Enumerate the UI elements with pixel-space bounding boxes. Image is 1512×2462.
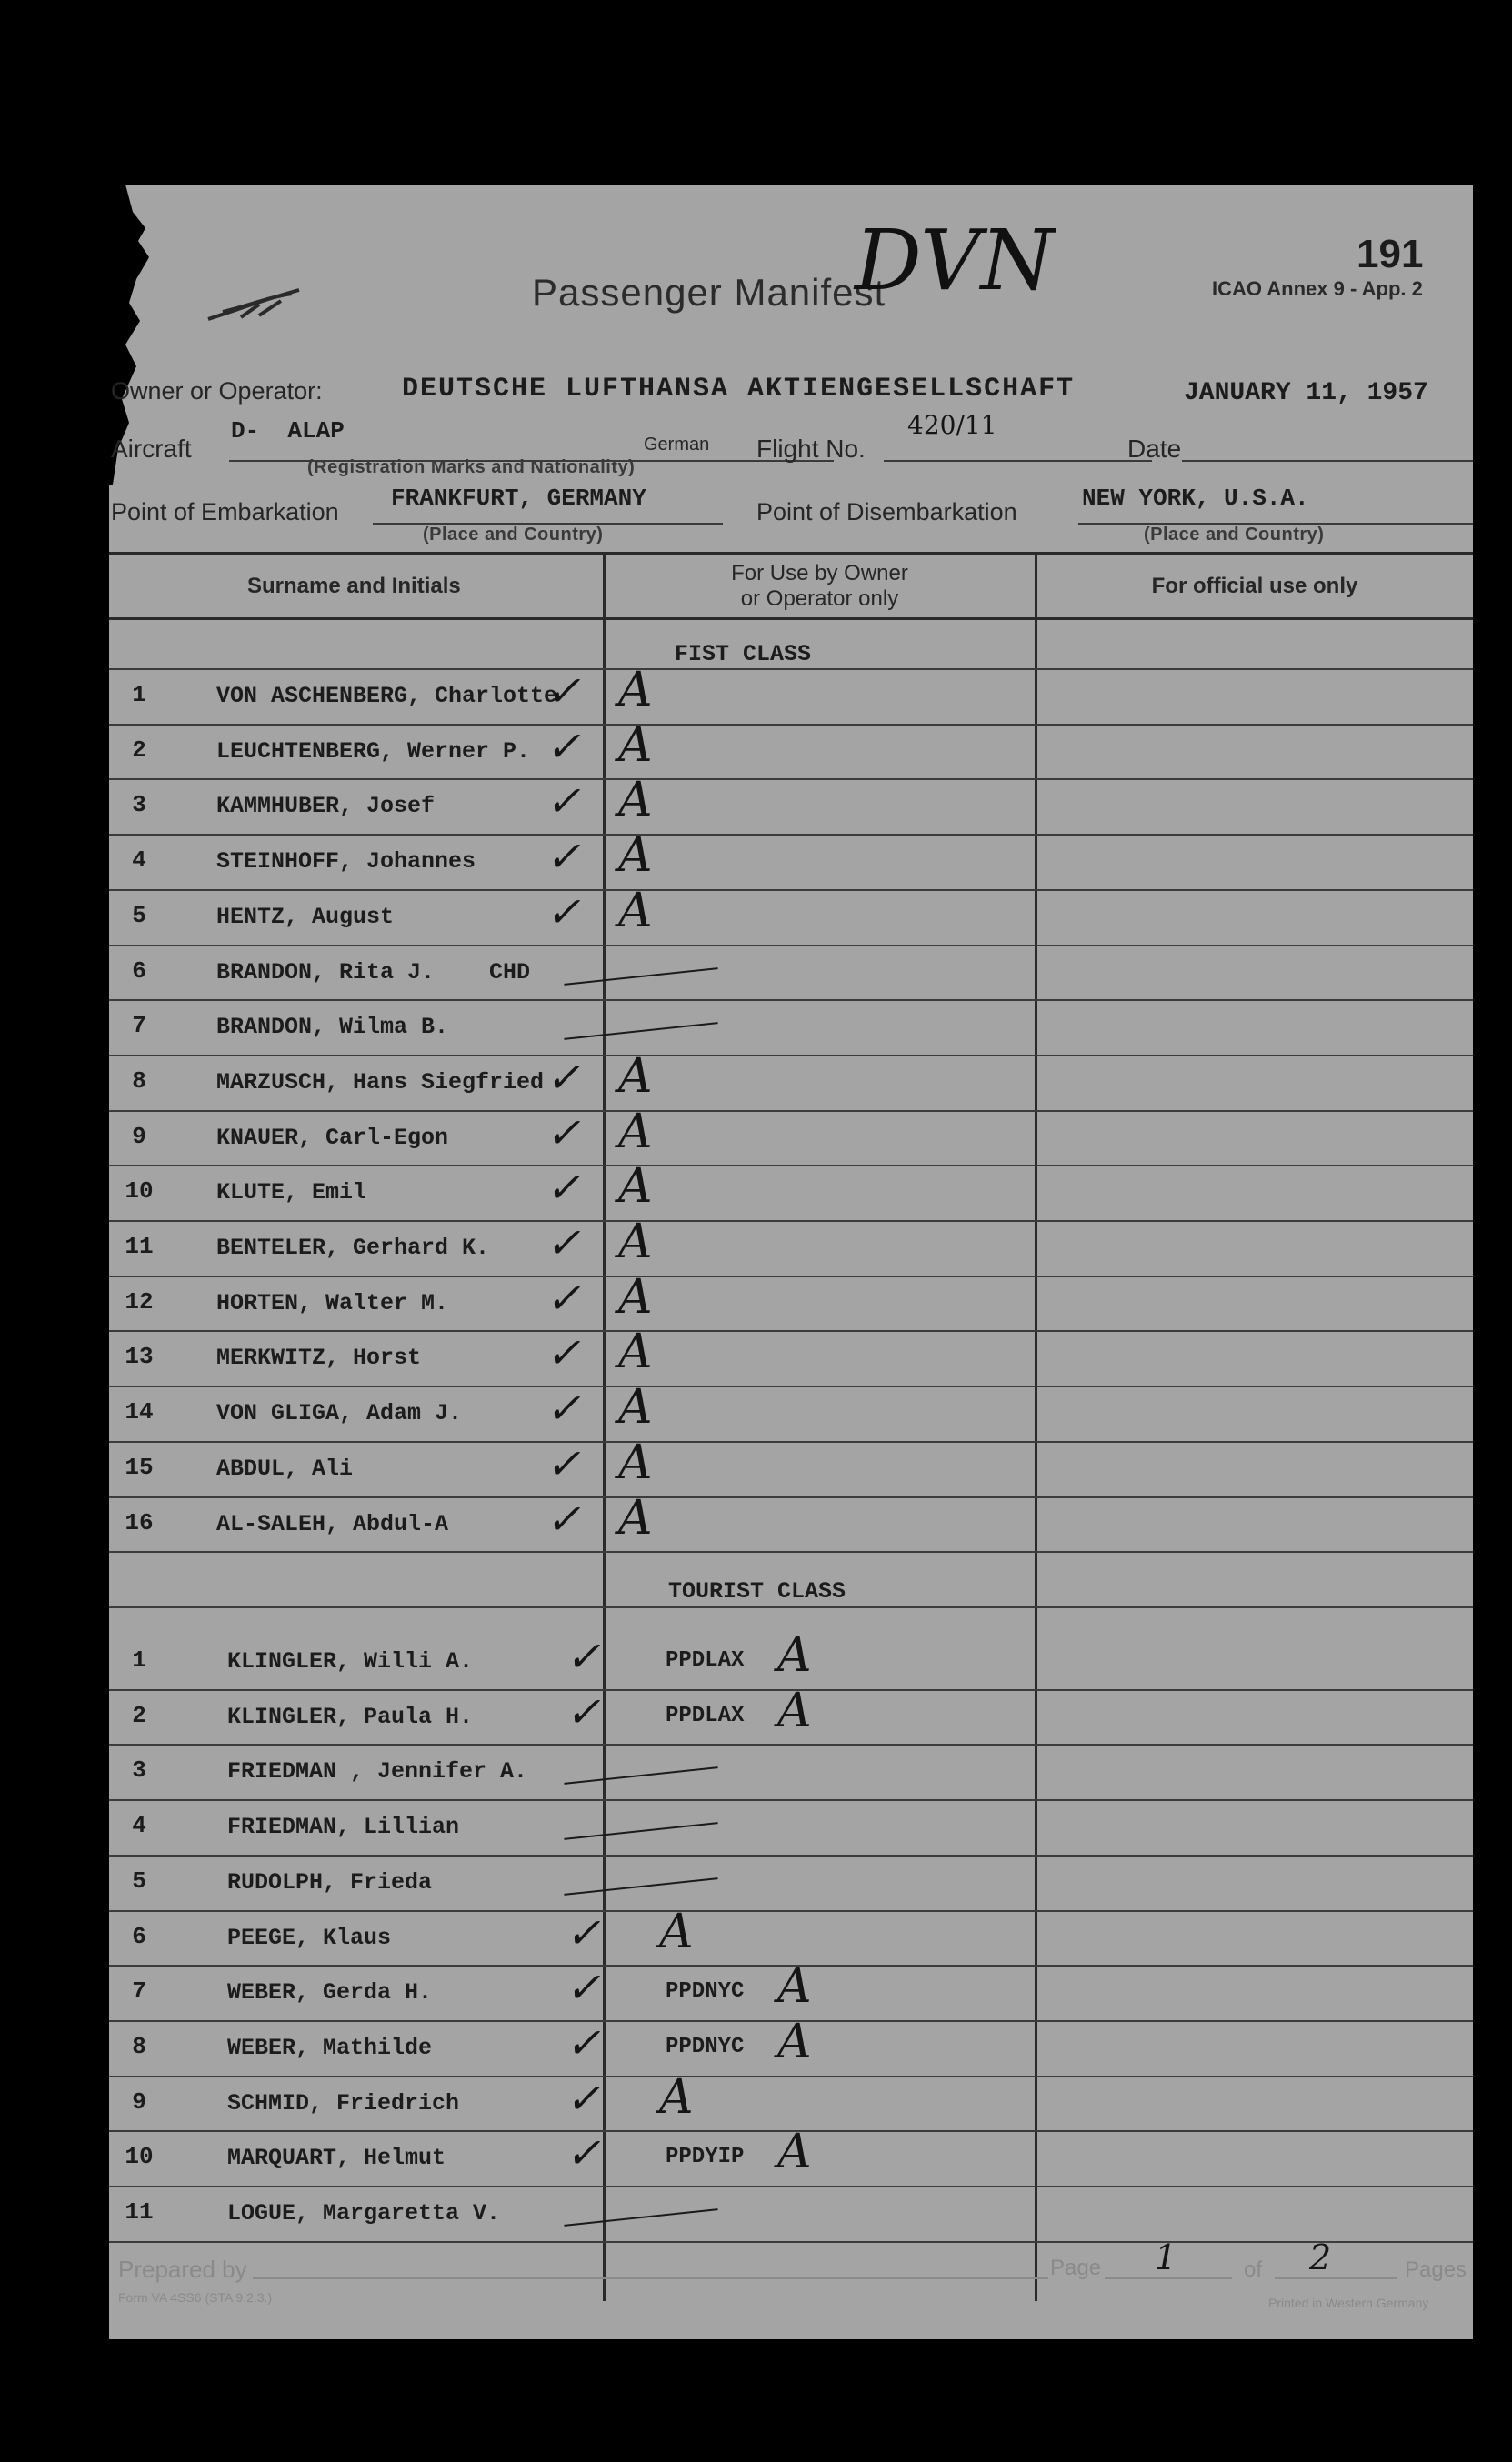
row-rule (109, 1441, 1473, 1443)
handwritten-a-mark: A (618, 663, 653, 717)
page-total-underline (1275, 2277, 1397, 2279)
row-number: 4 (132, 846, 146, 875)
row-rule (109, 889, 1473, 891)
row-rule (109, 1110, 1473, 1112)
row-number: 2 (132, 736, 146, 764)
row-rule (109, 1496, 1473, 1498)
row-number: 15 (125, 1453, 154, 1481)
passenger-name: KNAUER, Carl-Egon (216, 1124, 449, 1151)
class-header-rule (109, 668, 1473, 670)
owner-value: DEUTSCHE LUFTHANSA AKTIENGESELLSCHAFT (402, 374, 1076, 405)
row-number: 1 (132, 681, 146, 708)
passenger-name: KLINGLER, Willi A. (227, 1648, 474, 1675)
passenger-name: WEBER, Gerda H. (227, 1979, 433, 2007)
passenger-name: MARQUART, Helmut (227, 2145, 446, 2172)
row-rule (109, 724, 1473, 726)
passenger-name: BRANDON, Wilma B. (216, 1014, 449, 1041)
handwritten-stroke (564, 1022, 717, 1040)
row-number: 3 (132, 1756, 146, 1785)
handwritten-check-icon: ✓ (566, 1632, 601, 1681)
routing-code: PPDNYC (666, 2034, 745, 2059)
column-divider-2 (1035, 552, 1037, 2301)
handwritten-a-mark: A (618, 1215, 653, 1269)
row-number: 16 (125, 1508, 154, 1536)
owner-label: Owner or Operator: (111, 377, 323, 405)
page-label: Page (1050, 2256, 1102, 2280)
row-number: 9 (132, 2087, 146, 2116)
handwritten-a-mark: A (618, 1435, 653, 1490)
passenger-name: LOGUE, Margaretta V. (227, 2200, 501, 2227)
printed-in: Printed in Western Germany (1268, 2296, 1429, 2310)
handwritten-a-mark: A (618, 1490, 653, 1546)
handwritten-a-mark: A (777, 2014, 812, 2069)
handwritten-initials: DVN (855, 212, 1055, 309)
row-rule (109, 1276, 1473, 1277)
handwritten-a-mark: A (618, 1269, 653, 1325)
row-number: 3 (132, 791, 146, 819)
row-number: 13 (125, 1343, 154, 1371)
passenger-name: MERKWITZ, Horst (216, 1345, 422, 1372)
manifest-title: Passenger Manifest (532, 271, 886, 314)
lufthansa-crane-logo (205, 285, 305, 330)
handwritten-stroke (564, 1877, 717, 1896)
tourist-header-rule (109, 1606, 1473, 1608)
disembarkation-label: Point of Disembarkation (756, 498, 1017, 525)
handwritten-check-icon: ✓ (566, 1907, 601, 1957)
prepared-by-underline (253, 2277, 1048, 2279)
page-total: 2 (1309, 2237, 1332, 2277)
handwritten-check-icon: ✓ (566, 1686, 601, 1736)
pages-label: Pages (1405, 2257, 1467, 2282)
passenger-name: SCHMID, Friedrich (227, 2089, 460, 2117)
row-number: 10 (125, 1177, 154, 1206)
embarkation-value: FRANKFURT, GERMANY (391, 485, 646, 512)
owner-use-header-line1: For Use by Owner (731, 561, 908, 585)
row-number: 7 (132, 1977, 146, 2006)
aircraft-caption: (Registration Marks and Nationality) (307, 457, 636, 477)
passenger-name: AL-SALEH, Abdul-A (216, 1510, 449, 1537)
handwritten-check-icon: ✓ (546, 666, 581, 716)
handwritten-check-icon: ✓ (546, 1384, 581, 1434)
embarkation-label: Point of Embarkation (111, 498, 339, 525)
row-number: 2 (132, 1701, 146, 1729)
owner-use-header-line2: or Operator only (740, 586, 899, 611)
handwritten-a-mark: A (618, 773, 653, 828)
row-number: 14 (125, 1398, 154, 1426)
row-number: 10 (125, 2143, 154, 2171)
handwritten-a-mark: A (777, 1959, 812, 2015)
passenger-name: HORTEN, Walter M. (216, 1289, 449, 1316)
date-underline (1182, 460, 1473, 462)
page-number-stamp: 191 (1357, 232, 1424, 276)
handwritten-check-icon: ✓ (546, 1438, 581, 1488)
handwritten-stroke (564, 1822, 717, 1840)
handwritten-check-icon: ✓ (546, 1494, 581, 1544)
handwritten-check-icon: ✓ (546, 1107, 581, 1157)
passenger-name: ABDUL, Ali (216, 1455, 354, 1482)
row-rule (109, 945, 1473, 946)
column-divider-1 (603, 552, 606, 2301)
row-rule (109, 834, 1473, 836)
routing-code: PPDLAX (666, 1703, 745, 1728)
page-current-underline (1105, 2277, 1232, 2279)
official-use-header: For official use only (1151, 574, 1358, 598)
first-class-label: FIST CLASS (675, 641, 812, 667)
handwritten-check-icon: ✓ (566, 1963, 601, 2013)
handwritten-check-icon: ✓ (546, 886, 581, 936)
page-current: 1 (1155, 2237, 1177, 2277)
disembarkation-caption: (Place and Country) (1144, 525, 1325, 545)
passenger-name: KLINGLER, Paula H. (227, 1703, 474, 1730)
handwritten-a-mark: A (618, 1048, 653, 1104)
handwritten-stroke (564, 2208, 717, 2227)
handwritten-a-mark: A (777, 1628, 812, 1683)
row-number: 5 (132, 901, 146, 929)
row-number: 9 (132, 1122, 146, 1150)
row-number: 6 (132, 1922, 146, 1950)
row-rule (109, 1220, 1473, 1222)
handwritten-check-icon: ✓ (546, 832, 581, 882)
passenger-name: BENTELER, Gerhard K. (216, 1235, 490, 1261)
passenger-name: FRIEDMAN , Jennifer A. (227, 1758, 528, 1786)
flight-label: Flight No. (756, 435, 866, 463)
passenger-name: PEEGE, Klaus (227, 1924, 392, 1951)
row-rule (109, 1551, 1473, 1553)
row-number: 1 (132, 1646, 146, 1674)
row-rule (109, 778, 1473, 780)
passenger-name: BRANDON, Rita J. CHD (216, 958, 531, 986)
handwritten-check-icon: ✓ (546, 1218, 581, 1267)
row-rule (109, 1330, 1473, 1332)
passenger-name: LEUCHTENBERG, Werner P. (216, 737, 531, 765)
form-reference: Form VA 4SS6 (STA 9.2.3.) (118, 2290, 273, 2305)
flight-underline (884, 460, 1152, 462)
handwritten-check-icon: ✓ (546, 721, 581, 771)
typed-date: JANUARY 11, 1957 (1184, 379, 1428, 407)
passenger-name: STEINHOFF, Johannes (216, 848, 476, 876)
row-number: 6 (132, 956, 146, 985)
passenger-name: HENTZ, August (216, 903, 395, 930)
passenger-name: FRIEDMAN, Lillian (227, 1814, 460, 1841)
row-number: 8 (132, 2032, 146, 2060)
handwritten-check-icon: ✓ (546, 1163, 581, 1213)
row-number: 11 (125, 2198, 154, 2226)
row-rule (109, 1055, 1473, 1056)
row-rule (109, 2076, 1473, 2077)
handwritten-stroke (564, 1767, 717, 1786)
row-number: 7 (132, 1012, 146, 1040)
handwritten-a-mark: A (618, 883, 653, 938)
row-rule (109, 999, 1473, 1001)
aircraft-nationality: German (644, 435, 710, 455)
handwritten-a-mark: A (659, 1904, 694, 1959)
row-rule (109, 1910, 1473, 1912)
handwritten-a-mark: A (618, 1325, 653, 1380)
row-rule (109, 1855, 1473, 1857)
row-number: 12 (125, 1287, 154, 1316)
handwritten-a-mark: A (618, 1159, 653, 1215)
passenger-name: VON GLIGA, Adam J. (216, 1400, 463, 1427)
passenger-name: KLUTE, Emil (216, 1179, 367, 1206)
handwritten-check-icon: ✓ (546, 1273, 581, 1323)
row-rule (109, 1799, 1473, 1801)
passenger-name: MARZUSCH, Hans Siegfried (216, 1068, 545, 1096)
row-rule (109, 1386, 1473, 1387)
manifest-sheet (109, 185, 1473, 2339)
table-top-border (109, 552, 1473, 555)
tourist-class-label: TOURIST CLASS (668, 1578, 846, 1605)
of-label: of (1244, 2257, 1263, 2282)
handwritten-check-icon: ✓ (566, 2073, 601, 2123)
handwritten-a-mark: A (777, 2125, 812, 2180)
row-number: 8 (132, 1066, 146, 1095)
row-number: 5 (132, 1867, 146, 1895)
passenger-name: KAMMHUBER, Josef (216, 793, 436, 820)
handwritten-a-mark: A (659, 2069, 694, 2125)
surname-column-header: Surname and Initials (247, 574, 461, 598)
aircraft-label: Aircraft (111, 435, 192, 463)
passenger-name: WEBER, Mathilde (227, 2034, 433, 2061)
row-rule (109, 1744, 1473, 1746)
flight-number: 420/11 (907, 410, 997, 440)
date-label: Date (1127, 435, 1182, 463)
aircraft-registration: D- ALAP (231, 417, 345, 445)
table-header-border (109, 617, 1473, 620)
passenger-name: RUDOLPH, Frieda (227, 1868, 433, 1896)
passenger-name: VON ASCHENBERG, Charlotte (216, 683, 558, 709)
handwritten-check-icon: ✓ (546, 1052, 581, 1102)
handwritten-stroke (564, 967, 717, 986)
row-number: 4 (132, 1812, 146, 1840)
handwritten-check-icon: ✓ (546, 776, 581, 826)
icao-reference: ICAO Annex 9 - App. 2 (1212, 277, 1423, 300)
routing-code: PPDNYC (666, 1979, 745, 2005)
routing-code: PPDYIP (666, 2145, 745, 2170)
handwritten-check-icon: ✓ (566, 2017, 601, 2067)
disembarkation-value: NEW YORK, U.S.A. (1082, 485, 1309, 512)
row-number: 11 (125, 1233, 154, 1260)
handwritten-a-mark: A (777, 1683, 812, 1738)
routing-code: PPDLAX (666, 1648, 745, 1673)
handwritten-a-mark: A (618, 1104, 653, 1159)
handwritten-check-icon: ✓ (566, 2128, 601, 2178)
embarkation-caption: (Place and Country) (423, 525, 604, 545)
row-rule (109, 1165, 1473, 1166)
handwritten-check-icon: ✓ (546, 1328, 581, 1378)
row-rule (109, 2186, 1473, 2187)
prepared-by-label: Prepared by (118, 2256, 247, 2283)
handwritten-a-mark: A (618, 828, 653, 884)
handwritten-a-mark: A (618, 1380, 653, 1436)
handwritten-a-mark: A (618, 717, 653, 773)
row-rule (109, 2241, 1473, 2243)
